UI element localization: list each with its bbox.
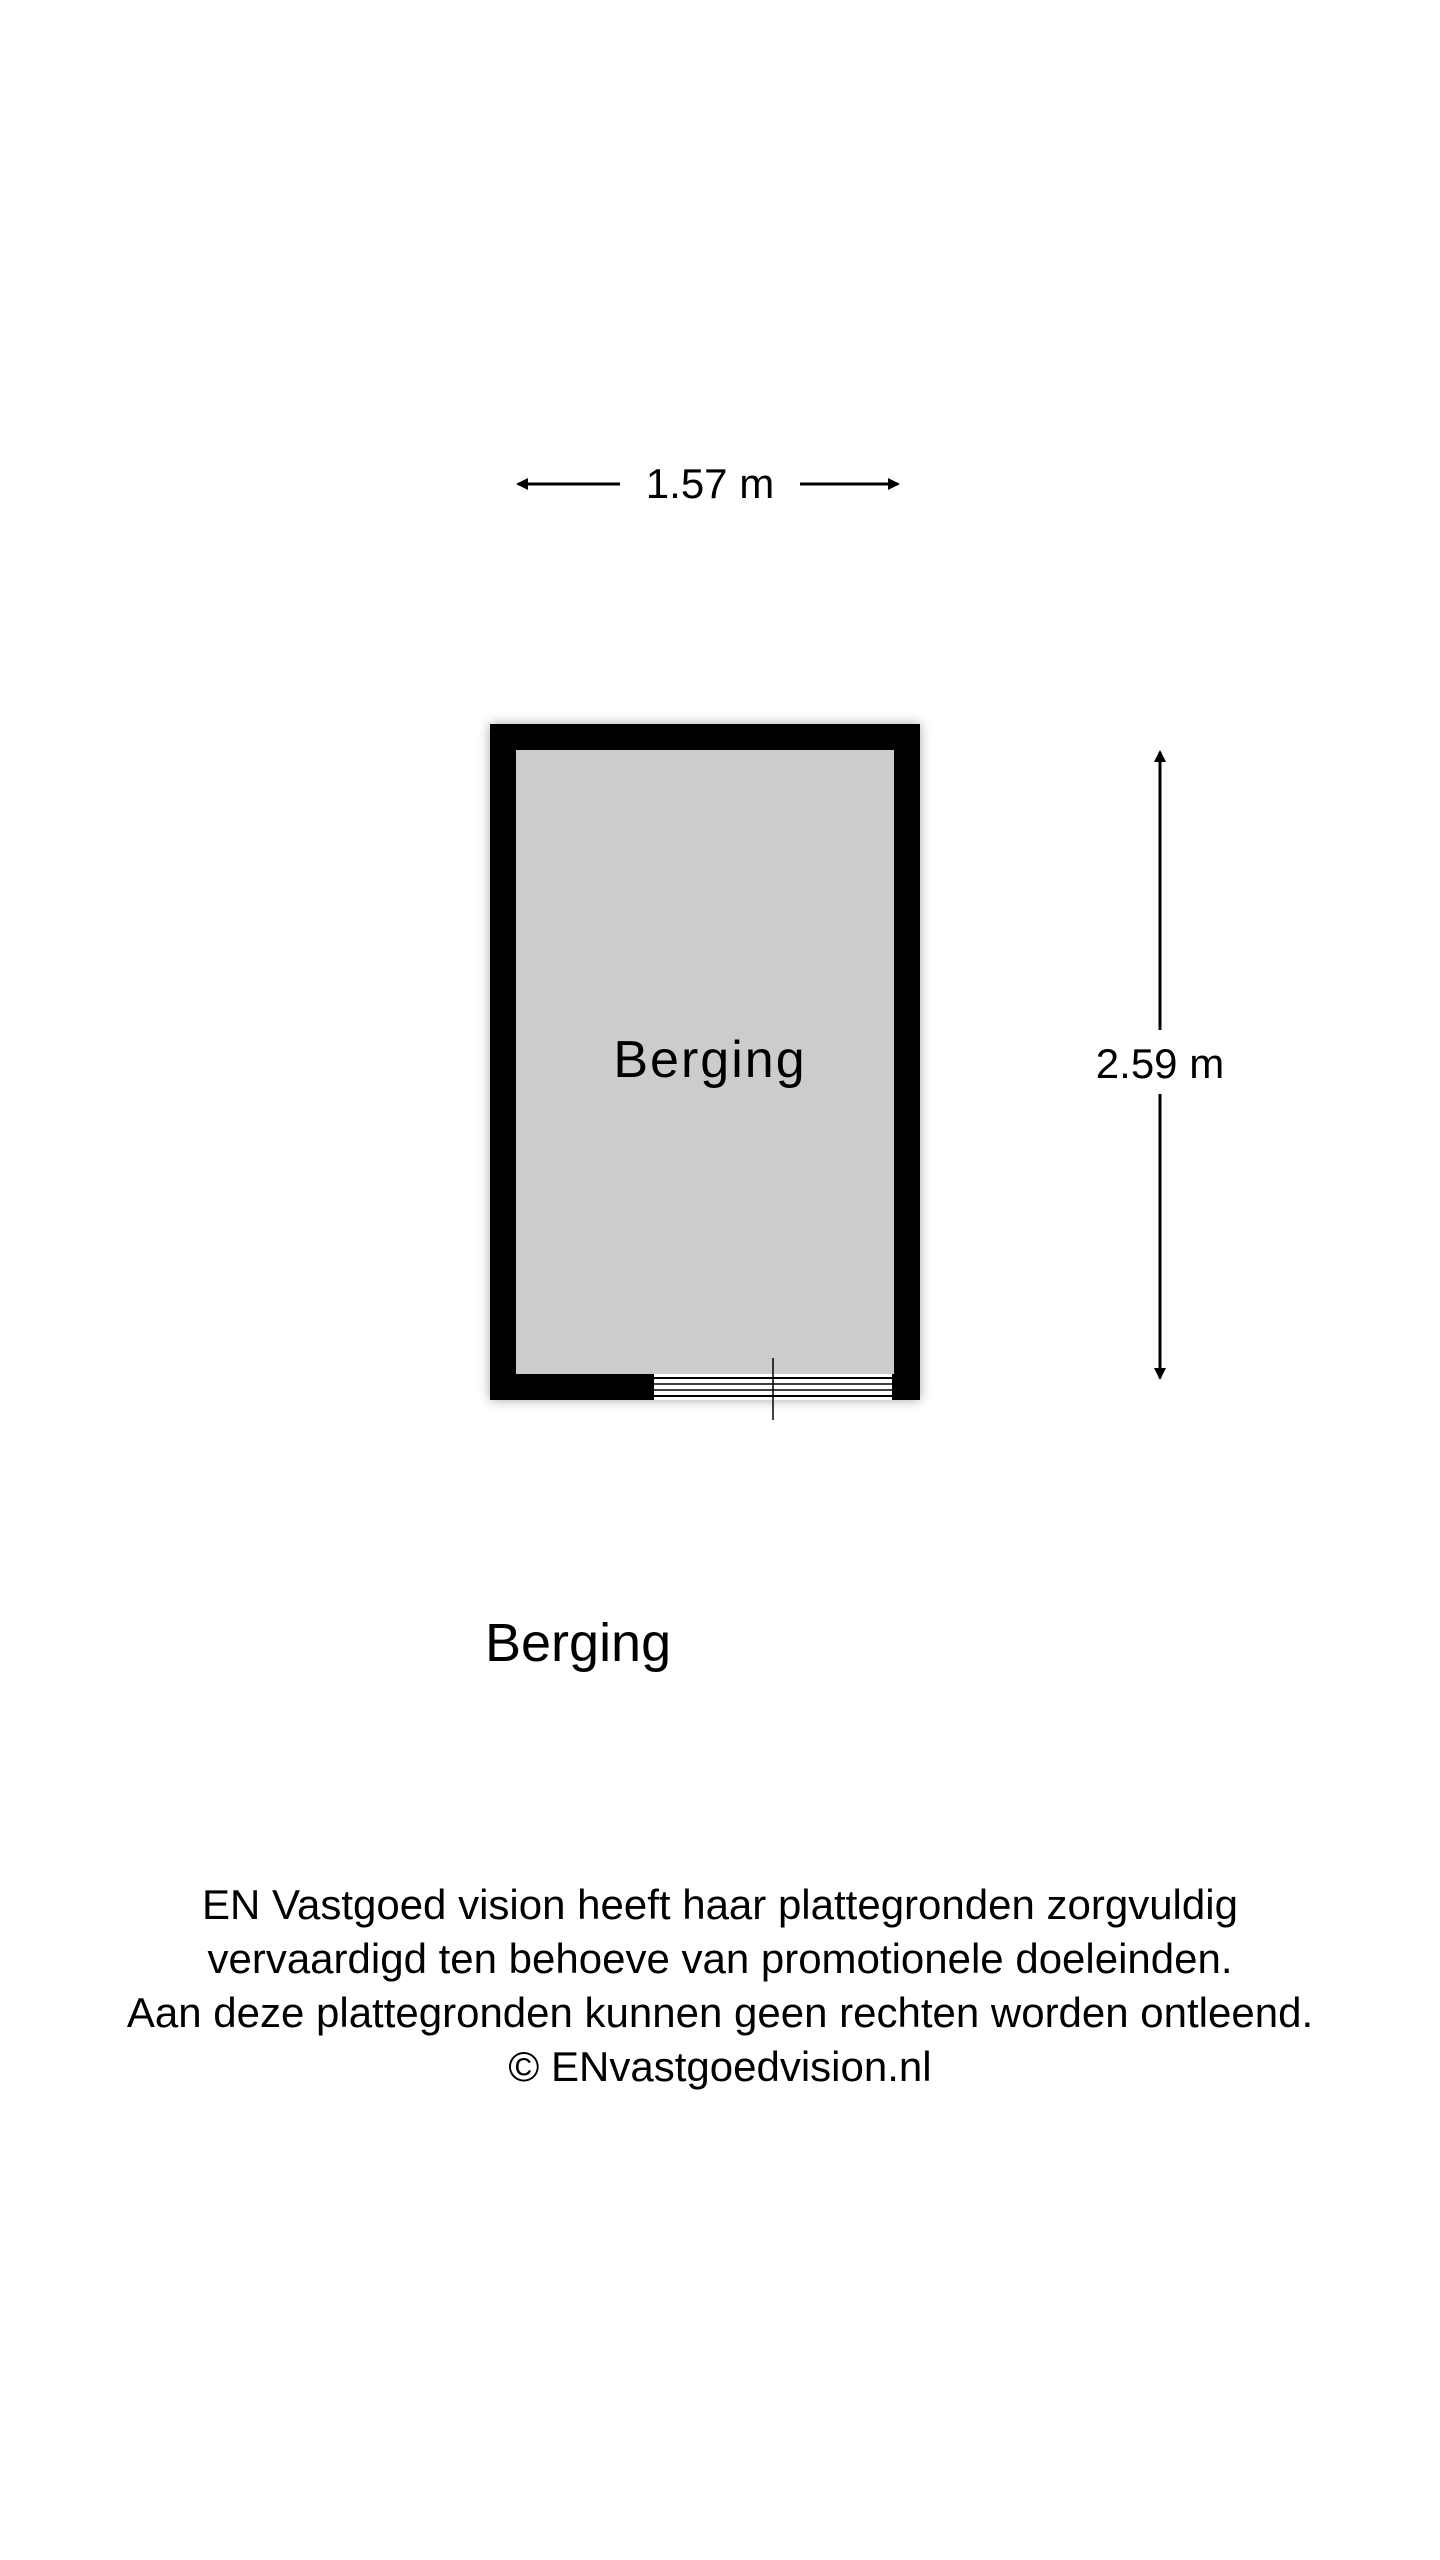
floor-title: Berging <box>485 1613 672 1673</box>
height-dimension-label: 2.59 m <box>1070 1040 1250 1088</box>
copyright-line: © ENvastgoedvision.nl <box>508 2043 932 2090</box>
disclaimer-line: Aan deze plattegronden kunnen geen rechten worden ontleend. <box>126 1989 1314 2036</box>
disclaimer-line: vervaardigd ten behoeve van promotionele doeleinden. <box>207 1935 1233 1982</box>
room-label: Berging <box>613 1031 807 1089</box>
disclaimer <box>0 1878 1440 2094</box>
disclaimer-line: EN Vastgoed vision heeft haar plattegronden zorgvuldig <box>202 1881 1238 1928</box>
width-dimension-label: 1.57 m <box>620 460 800 508</box>
